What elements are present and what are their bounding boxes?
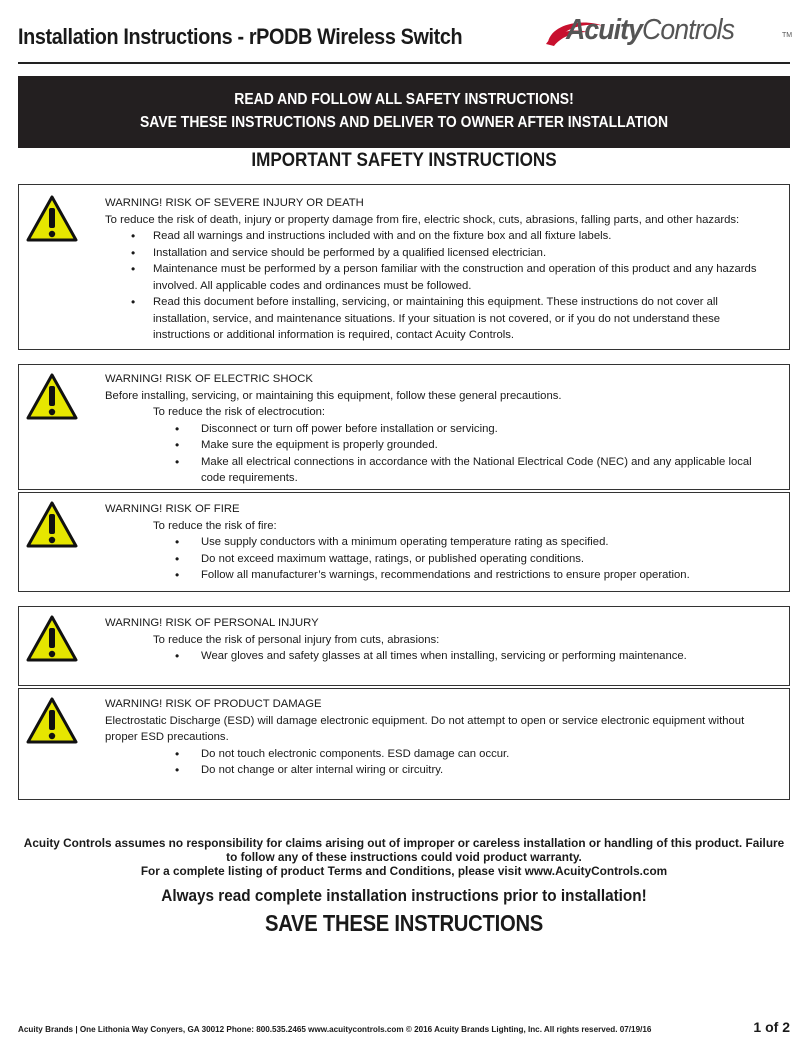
- footer-address: Acuity Brands | One Lithonia Way Conyers, GA 30012 Phone: 800.535.2465 www.acuitycontrols.com © 2016 Acuity Brands Lighting, Inc. All rights reserved. 07/19/16: [18, 1024, 652, 1034]
- warning-triangle-icon: [26, 615, 78, 663]
- warning-bullet: • Make sure the equipment is properly grounded.: [105, 437, 777, 454]
- safety-banner: [18, 76, 790, 148]
- disclaimer: [18, 836, 790, 878]
- logo-bold-text: Acuity: [566, 14, 643, 46]
- warning-bullet: • Wear gloves and safety glasses at all times when installing, servicing or performing maintenance.: [105, 648, 777, 665]
- warning-title: WARNING! RISK OF PRODUCT DAMAGE: [105, 698, 322, 710]
- acuity-controls-logo: [566, 14, 734, 47]
- logo-light-text: Controls: [642, 14, 735, 46]
- warning-box-fire: [18, 492, 790, 592]
- warning-triangle-icon: [26, 501, 78, 549]
- warning-title: WARNING! RISK OF ELECTRIC SHOCK: [105, 373, 313, 385]
- page-title: Installation Instructions - rPODB Wireless Switch: [18, 24, 463, 49]
- warning-bullet: • Read this document before installing, servicing, or maintaining this equipment. These instructions do not cover all installation, service, and maintenance situations. If your situation is not covered, or if you do not understand these instructions or additional information is required, contact Acuity Controls.: [105, 294, 777, 344]
- warning-bullet: • Do not touch electronic components. ESD damage can occur.: [105, 746, 777, 763]
- warning-subheading: To reduce the risk of fire:: [153, 519, 277, 532]
- banner-line-2: SAVE THESE INSTRUCTIONS AND DELIVER TO OWNER AFTER INSTALLATION: [139, 114, 669, 131]
- warning-bullet: • Follow all manufacturer’s warnings, recommendations and restrictions to ensure proper operation.: [105, 567, 777, 584]
- warning-intro: Electrostatic Discharge (ESD) will damage electronic equipment. Do not attempt to open or service electronic equipment without proper ESD precautions.: [105, 714, 745, 743]
- warning-subheading: To reduce the risk of electrocution:: [153, 406, 326, 418]
- trademark-mark: TM: [782, 32, 793, 39]
- header-rule: [18, 62, 790, 64]
- section-heading: IMPORTANT SAFETY INSTRUCTIONS: [251, 150, 557, 171]
- warning-box-personal-injury: [18, 606, 790, 686]
- warning-box-product-damage: [18, 688, 790, 800]
- warning-triangle-icon: [26, 373, 78, 421]
- warning-bullet: • Disconnect or turn off power before installation or servicing.: [105, 421, 777, 438]
- warning-bullet: • Make all electrical connections in accordance with the National Electrical Code (NEC) and any applicable local code requirements.: [105, 454, 777, 487]
- warning-intro: To reduce the risk of death, injury or property damage from fire, electric shock, cuts, abrasions, falling parts, and other hazards:: [105, 213, 740, 226]
- warning-bullet: • Maintenance must be performed by a person familiar with the construction and operation of this product and any hazards involved. All applicable codes and ordinances must be followed.: [105, 261, 777, 294]
- warning-bullet: • Read all warnings and instructions included with and on the fixture box and all fixture labels.: [105, 228, 777, 245]
- warning-triangle-icon: [26, 697, 78, 745]
- warning-bullet: • Do not change or alter internal wiring or circuitry.: [105, 762, 777, 779]
- banner-line-1: READ AND FOLLOW ALL SAFETY INSTRUCTIONS!: [234, 91, 574, 108]
- warning-box-severe-injury: [18, 184, 790, 350]
- page-number: 1 of 2: [753, 1019, 790, 1035]
- warning-title: WARNING! RISK OF FIRE: [105, 503, 240, 515]
- warning-triangle-icon: [26, 195, 78, 243]
- disclaimer-line-1: Acuity Controls assumes no responsibility for claims arising out of improper or careless installation or handling of this product. Failure to follow any of these instructions could void product warranty.: [23, 836, 785, 864]
- warning-title: WARNING! RISK OF PERSONAL INJURY: [105, 617, 319, 629]
- warning-title: WARNING! RISK OF SEVERE INJURY OR DEATH: [105, 197, 364, 209]
- always-read-notice: Always read complete installation instructions prior to installation!: [161, 886, 647, 905]
- warning-subheading: To reduce the risk of personal injury from cuts, abrasions:: [153, 633, 440, 646]
- warning-intro: Before installing, servicing, or maintaining this equipment, follow these general precautions.: [105, 389, 562, 402]
- warning-box-electric-shock: [18, 364, 790, 490]
- warning-bullet: • Do not exceed maximum wattage, ratings, or published operating conditions.: [105, 551, 777, 568]
- disclaimer-line-2: For a complete listing of product Terms and Conditions, please visit www.AcuityControls.com: [140, 864, 668, 878]
- warning-bullet: • Use supply conductors with a minimum operating temperature rating as specified.: [105, 534, 777, 551]
- warning-bullet: • Installation and service should be performed by a qualified licensed electrician.: [105, 245, 777, 262]
- save-instructions-heading: SAVE THESE INSTRUCTIONS: [264, 910, 544, 936]
